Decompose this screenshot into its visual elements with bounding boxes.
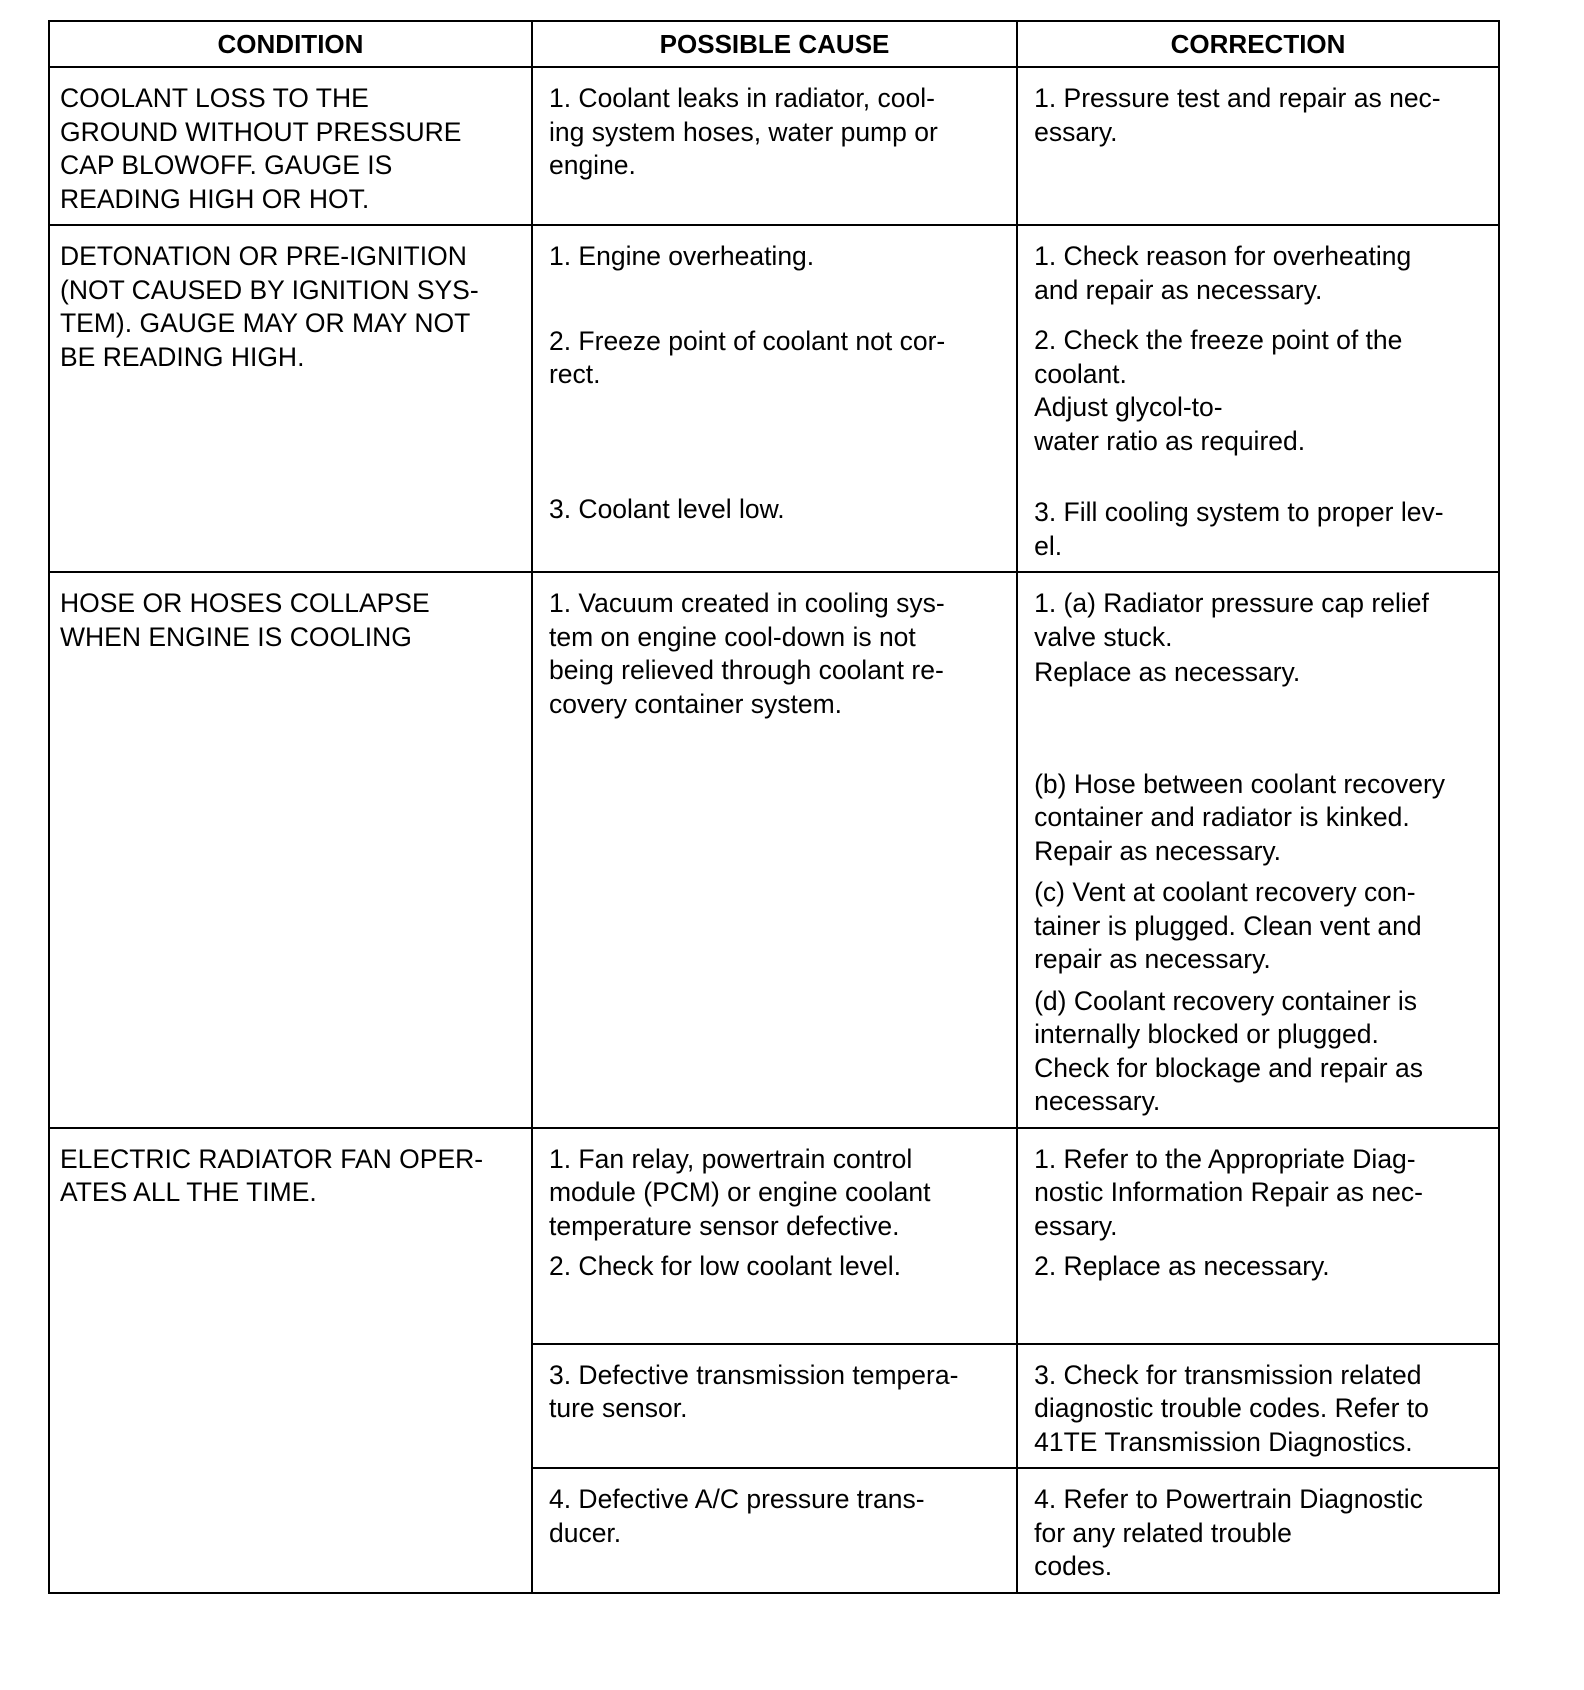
correction-line: el. <box>1034 530 1063 561</box>
correction-line: 41TE Transmission Diagnostics. <box>1034 1426 1413 1457</box>
correction-line: 3. Fill cooling system to proper lev- <box>1034 497 1444 527</box>
correction-cell <box>1017 1344 1499 1469</box>
correction-line: internally blocked or plugged. <box>1034 1019 1379 1049</box>
cause-cell <box>532 225 1017 572</box>
header-correction: CORRECTION <box>1017 21 1499 67</box>
correction-line: necessary. <box>1034 1086 1161 1116</box>
cause-line: ing system hoses, water pump or <box>548 116 938 147</box>
cause-cell <box>532 1344 1017 1469</box>
condition-cell <box>49 225 532 572</box>
condition-cell <box>49 1128 532 1593</box>
correction-line: tainer is plugged. Clean vent and <box>1034 910 1422 941</box>
cause-line: 2. Check for low coolant level. <box>548 1251 901 1281</box>
cause-line: 1. Vacuum created in cooling sys- <box>548 588 945 618</box>
cause-cell <box>532 67 1017 225</box>
correction-line: container and radiator is kinked. <box>1034 802 1410 832</box>
cause-cell <box>532 572 1017 1128</box>
correction-line: 1. Refer to the Appropriate Diag- <box>1034 1143 1416 1174</box>
condition-line: BE READING HIGH. <box>60 341 305 372</box>
correction-line: repair as necessary. <box>1034 944 1271 974</box>
condition-line: COOLANT LOSS TO THE <box>60 83 369 113</box>
table-row <box>49 225 1499 572</box>
table-row <box>49 1128 1499 1344</box>
correction-line: nostic Information Repair as nec- <box>1034 1177 1423 1207</box>
correction-line: 2. Check the freeze point of the <box>1034 325 1403 355</box>
cause-line: being relieved through coolant re- <box>548 655 944 685</box>
correction-line: Repair as necessary. <box>1034 835 1282 866</box>
condition-line: TEM). GAUGE MAY OR MAY NOT <box>60 308 471 338</box>
condition-line: GROUND WITHOUT PRESSURE <box>60 116 462 147</box>
condition-line: ATES ALL THE TIME. <box>60 1177 317 1207</box>
cause-line: 3. Defective transmission tempera- <box>548 1359 959 1390</box>
correction-line: Check for blockage and repair as <box>1034 1052 1423 1083</box>
cause-line: 3. Coolant level low. <box>548 493 785 524</box>
condition-cell <box>49 572 532 1128</box>
header-possible-cause: POSSIBLE CAUSE <box>532 21 1017 67</box>
correction-line: Adjust glycol-to- <box>1034 392 1223 422</box>
correction-line: 2. Replace as necessary. <box>1034 1251 1330 1281</box>
correction-line: valve stuck. <box>1034 621 1173 652</box>
cause-line: tem on engine cool-down is not <box>548 621 916 652</box>
condition-line: (NOT CAUSED BY IGNITION SYS- <box>60 274 479 305</box>
correction-line: codes. <box>1034 1551 1113 1581</box>
correction-line: 1. Pressure test and repair as nec- <box>1034 83 1441 113</box>
table-row <box>49 572 1499 1128</box>
table-row <box>49 67 1499 225</box>
cause-line: module (PCM) or engine coolant <box>548 1177 931 1207</box>
correction-line: essary. <box>1034 1210 1118 1241</box>
correction-line: 1. Check reason for overheating <box>1034 241 1412 271</box>
condition-line: ELECTRIC RADIATOR FAN OPER- <box>60 1143 484 1174</box>
cause-line: 1. Coolant leaks in radiator, cool- <box>548 83 935 113</box>
correction-cell <box>1017 1128 1499 1344</box>
header-row <box>49 21 1499 67</box>
correction-cell <box>1017 1468 1499 1593</box>
cause-line: ture sensor. <box>548 1393 688 1423</box>
correction-cell <box>1017 572 1499 1128</box>
cause-line: ducer. <box>548 1517 622 1548</box>
correction-line: (c) Vent at coolant recovery con- <box>1034 877 1416 907</box>
correction-line: 1. (a) Radiator pressure cap relief <box>1034 588 1429 618</box>
cause-line: 4. Defective A/C pressure trans- <box>548 1484 925 1514</box>
diagnosis-table <box>48 20 1500 1594</box>
correction-cell <box>1017 67 1499 225</box>
correction-line: diagnostic trouble codes. Refer to <box>1034 1393 1429 1423</box>
cause-line: rect. <box>548 359 601 389</box>
correction-line: (b) Hose between coolant recovery <box>1034 768 1446 799</box>
correction-line: 4. Refer to Powertrain Diagnostic <box>1034 1484 1423 1514</box>
correction-line: (d) Coolant recovery container is <box>1034 985 1418 1016</box>
cause-line: 1. Fan relay, powertrain control <box>548 1143 913 1174</box>
cause-line: covery container system. <box>548 688 843 719</box>
condition-line: HOSE OR HOSES COLLAPSE <box>60 588 430 618</box>
correction-cell <box>1017 225 1499 572</box>
cause-line: 1. Engine overheating. <box>548 241 815 271</box>
condition-line: DETONATION OR PRE-IGNITION <box>60 241 467 271</box>
correction-line: 3. Check for transmission related <box>1034 1359 1422 1390</box>
condition-line: CAP BLOWOFF. GAUGE IS <box>60 150 393 180</box>
cause-line: engine. <box>548 150 636 180</box>
cause-cell <box>532 1468 1017 1593</box>
cause-line: temperature sensor defective. <box>548 1210 900 1241</box>
correction-line: coolant. <box>1034 358 1127 389</box>
correction-line: Replace as necessary. <box>1034 657 1301 687</box>
condition-cell <box>49 67 532 225</box>
correction-line: water ratio as required. <box>1034 425 1306 456</box>
correction-line: essary. <box>1034 116 1118 147</box>
cause-line: 2. Freeze point of coolant not cor- <box>548 325 946 356</box>
condition-line: READING HIGH OR HOT. <box>60 183 370 214</box>
correction-line: for any related trouble <box>1034 1517 1292 1548</box>
condition-line: WHEN ENGINE IS COOLING <box>60 621 412 652</box>
cause-cell <box>532 1128 1017 1344</box>
header-condition: CONDITION <box>49 21 532 67</box>
correction-line: and repair as necessary. <box>1034 274 1323 305</box>
